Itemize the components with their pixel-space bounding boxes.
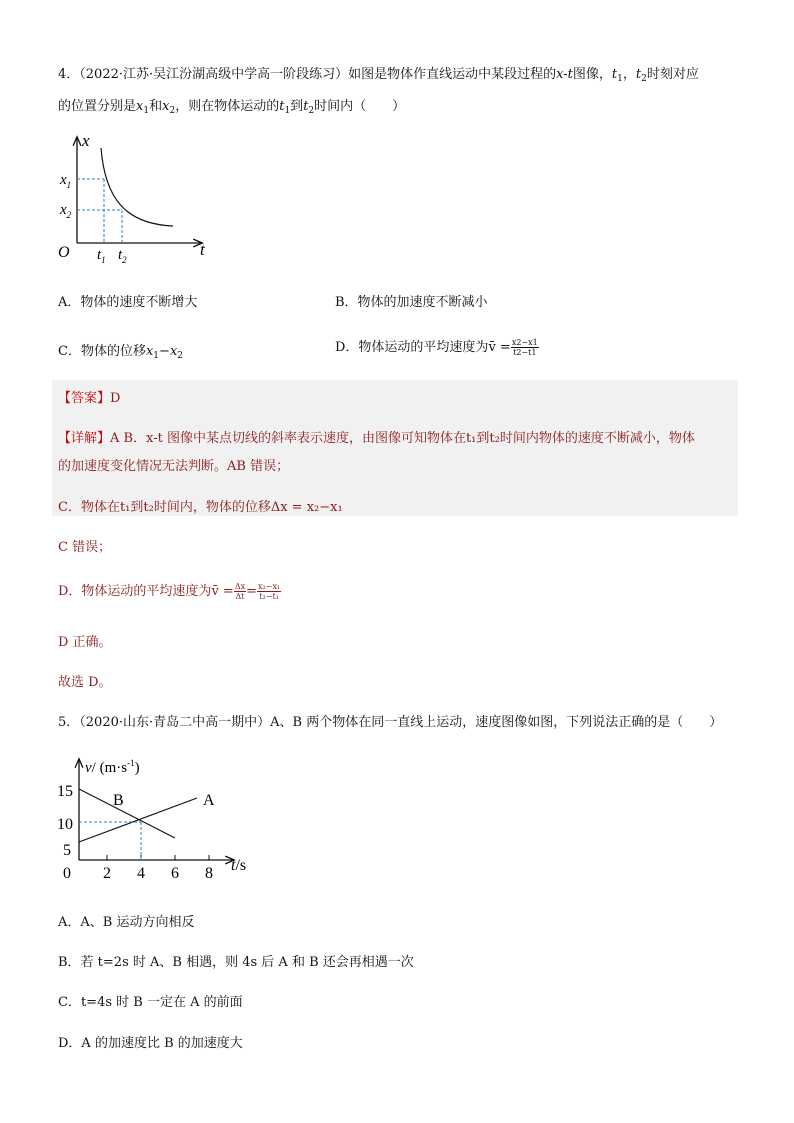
q4-option-a[interactable]: A．物体的速度不断增大: [58, 295, 198, 310]
q4-stem-text: 如图是物体作直线运动中某段过程的: [348, 67, 557, 82]
q4-detail-d: [58, 580, 281, 601]
q4-stem: 4．（2022·江苏·吴江汾湖高级中学高一阶段练习）如图是物体作直线运动中某段过程的x-t图像，$t_1$，$t_2$时刻对应 的位置分别是$x_1$和$x_2$，则在物体运动的$t_1$到$t_2$时间内（ ）: [58, 67, 699, 116]
q4-x1-label: $x_1$: [60, 172, 72, 190]
q5-y-tick-15: 15: [57, 783, 73, 800]
detail-d-eq: =: [246, 584, 258, 599]
q4-origin: O: [58, 244, 70, 261]
q5-x-tick-2: 2: [103, 865, 111, 882]
q4-t2: t: [635, 67, 642, 82]
q5-y-label: v/ $(m\cdot s^{-1})$: [85, 758, 140, 776]
q4-option-c-text: C．物体的位移: [58, 344, 146, 359]
q5-y-tick-0: 0: [63, 865, 71, 882]
q5-line-b-label: B: [113, 792, 124, 809]
q4-stem-2c: ，则在物体运动的: [175, 99, 280, 114]
q4-c-wrong: C 错误；: [58, 540, 112, 555]
detail-d-text: D．物体运动的平均速度为: [58, 584, 212, 599]
q5-x-label: t/s: [231, 857, 247, 874]
q4-stem-mid: 图像，: [572, 67, 612, 82]
q4-option-c[interactable]: C．物体的位移$x_1-x_2$: [58, 344, 184, 361]
q4-stem-2d: 到: [290, 99, 304, 114]
q4-curve: [101, 148, 173, 226]
detail-d-lhs: v̄ =: [211, 584, 234, 599]
q5-vt-graph: [55, 752, 265, 882]
detail-d-num1: Δx: [234, 582, 246, 591]
q5-line-a-label: A: [203, 792, 215, 809]
detail-d-den1: Δt: [235, 592, 245, 601]
q4-source: （2022·江苏·吴江汾湖高级中学高一阶段练习）: [79, 67, 349, 82]
q5-line-b: [79, 789, 175, 838]
q4-detail-line1: [58, 427, 695, 446]
q4-xt-graph: [55, 128, 215, 268]
q5-x-tick-4: 4: [137, 865, 145, 882]
q4-option-b[interactable]: B．物体的加速度不断减小: [335, 295, 488, 310]
q5-x-tick-8: 8: [205, 865, 213, 882]
q4-t2-label: $t_2$: [118, 247, 127, 265]
detail-label: 【详解】: [58, 431, 111, 446]
q4-t1-label: $t_1$: [97, 247, 106, 265]
answer-label: 【答案】: [58, 391, 111, 406]
q4-detail-c: C．物体在t₁到t₂时间内，物体的位移Δx = x₂−x₁: [58, 500, 343, 515]
detail-line1-text: A B．x-t 图像中某点切线的斜率表示速度，由图像可知物体在t₁到t₂时间内物体的速度不断减小，物体: [110, 431, 695, 446]
q4-stem-end: 时刻对应: [646, 67, 699, 82]
q4-stem-2b: 和: [149, 99, 163, 114]
q4-x2-label: $x_2$: [60, 202, 72, 220]
q4-number: 4．: [58, 67, 80, 82]
q5-y-tick-5: 5: [63, 842, 71, 859]
q5-option-d[interactable]: D．A 的加速度比 B 的加速度大: [58, 1036, 243, 1051]
q4-stem-2e: 时间内（ ）: [314, 99, 406, 114]
q5-x-tick-6: 6: [171, 865, 179, 882]
q5-stem: 5．（2020·山东·青岛二中高一期中）A、B 两个物体在同一直线上运动，速度图像如图，下列说法正确的是（ ）: [58, 715, 723, 730]
detail-d-num2: x₂−x₁: [258, 582, 281, 591]
q5-option-c[interactable]: C．t=4s 时 B 一定在 A 的前面: [58, 995, 243, 1010]
q4-option-d-lhs: v̄ =: [488, 340, 511, 355]
q4-option-d-den: t2−t1: [513, 348, 537, 357]
q4-option-d-text: D．物体运动的平均速度为: [335, 340, 489, 355]
q5-line-a: [79, 798, 197, 842]
q4-option-d[interactable]: [335, 336, 539, 357]
q5-option-b[interactable]: B．若 t=2s 时 A、B 相遇，则 4s 后 A 和 B 还会再相遇一次: [58, 955, 414, 970]
q5-option-a[interactable]: A．A、B 运动方向相反: [58, 915, 195, 930]
q4-detail-line2: 的加速度变化情况无法判断。AB 错误；: [58, 459, 290, 474]
q4-stem-2a: 的位置分别是: [58, 99, 137, 114]
q4-y-label: x: [82, 131, 90, 150]
q4-choose: 故选 D。: [58, 675, 112, 690]
q4-d-correct: D 正确。: [58, 635, 112, 650]
q4-xt: x-t: [556, 67, 573, 82]
q4-x-label: t: [200, 240, 205, 259]
answer-value: D: [110, 391, 121, 406]
q4-t1: t: [611, 67, 618, 82]
q4-option-d-num: x2−x1: [511, 338, 538, 347]
q5-y-tick-10: 10: [57, 816, 73, 833]
detail-d-den2: t₂−t₁: [259, 592, 279, 601]
q4-answer: [58, 387, 120, 406]
